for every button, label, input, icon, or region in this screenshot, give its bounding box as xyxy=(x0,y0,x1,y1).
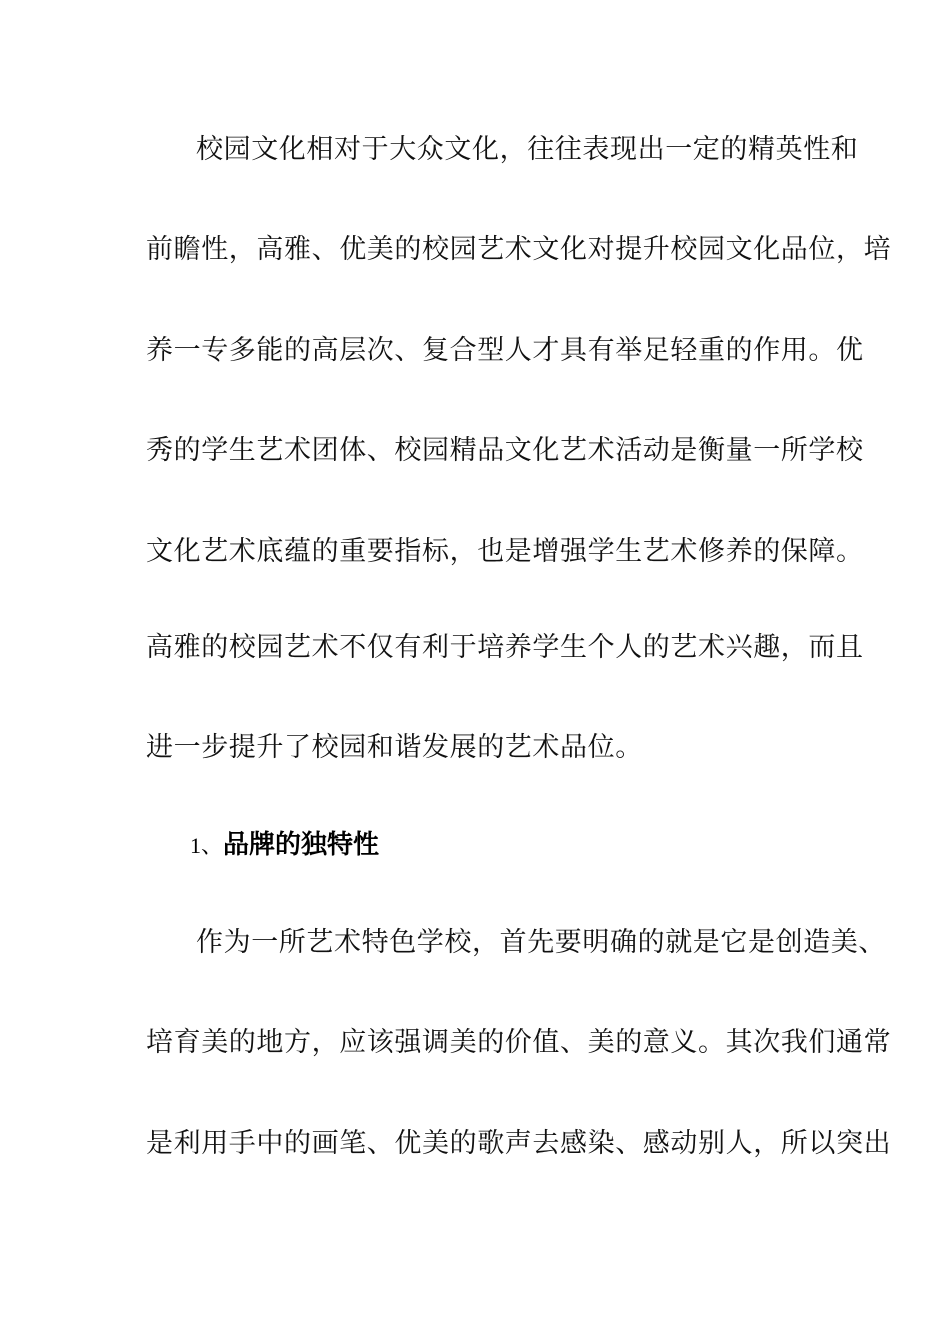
section-number: 1、 xyxy=(190,833,224,858)
paragraph-line: 文化艺术底蕴的重要指标，也是增强学生艺术修养的保障。 xyxy=(146,536,864,567)
paragraph-line: 培育美的地方，应该强调美的价值、美的意义。其次我们通常 xyxy=(146,1027,892,1058)
paragraph-line: 高雅的校园艺术不仅有利于培养学生个人的艺术兴趣，而且 xyxy=(146,632,864,663)
paragraph-line: 是利用手中的画笔、优美的歌声去感染、感动别人，所以突出 xyxy=(146,1128,892,1159)
paragraph-line: 校园文化相对于大众文化，往往表现出一定的精英性和 xyxy=(196,134,859,165)
paragraph-line: 秀的学生艺术团体、校园精品文化艺术活动是衡量一所学校 xyxy=(146,435,864,466)
section-title: 品牌的独特性 xyxy=(223,830,380,860)
paragraph-line: 进一步提升了校园和谐发展的艺术品位。 xyxy=(146,732,643,763)
paragraph-line: 作为一所艺术特色学校，首先要明确的就是它是创造美、 xyxy=(196,927,886,958)
paragraph-line: 养一专多能的高层次、复合型人才具有举足轻重的作用。优 xyxy=(146,335,864,366)
paragraph-line: 前瞻性，高雅、优美的校园艺术文化对提升校园文化品位，培 xyxy=(146,234,892,265)
section-heading xyxy=(190,828,379,863)
